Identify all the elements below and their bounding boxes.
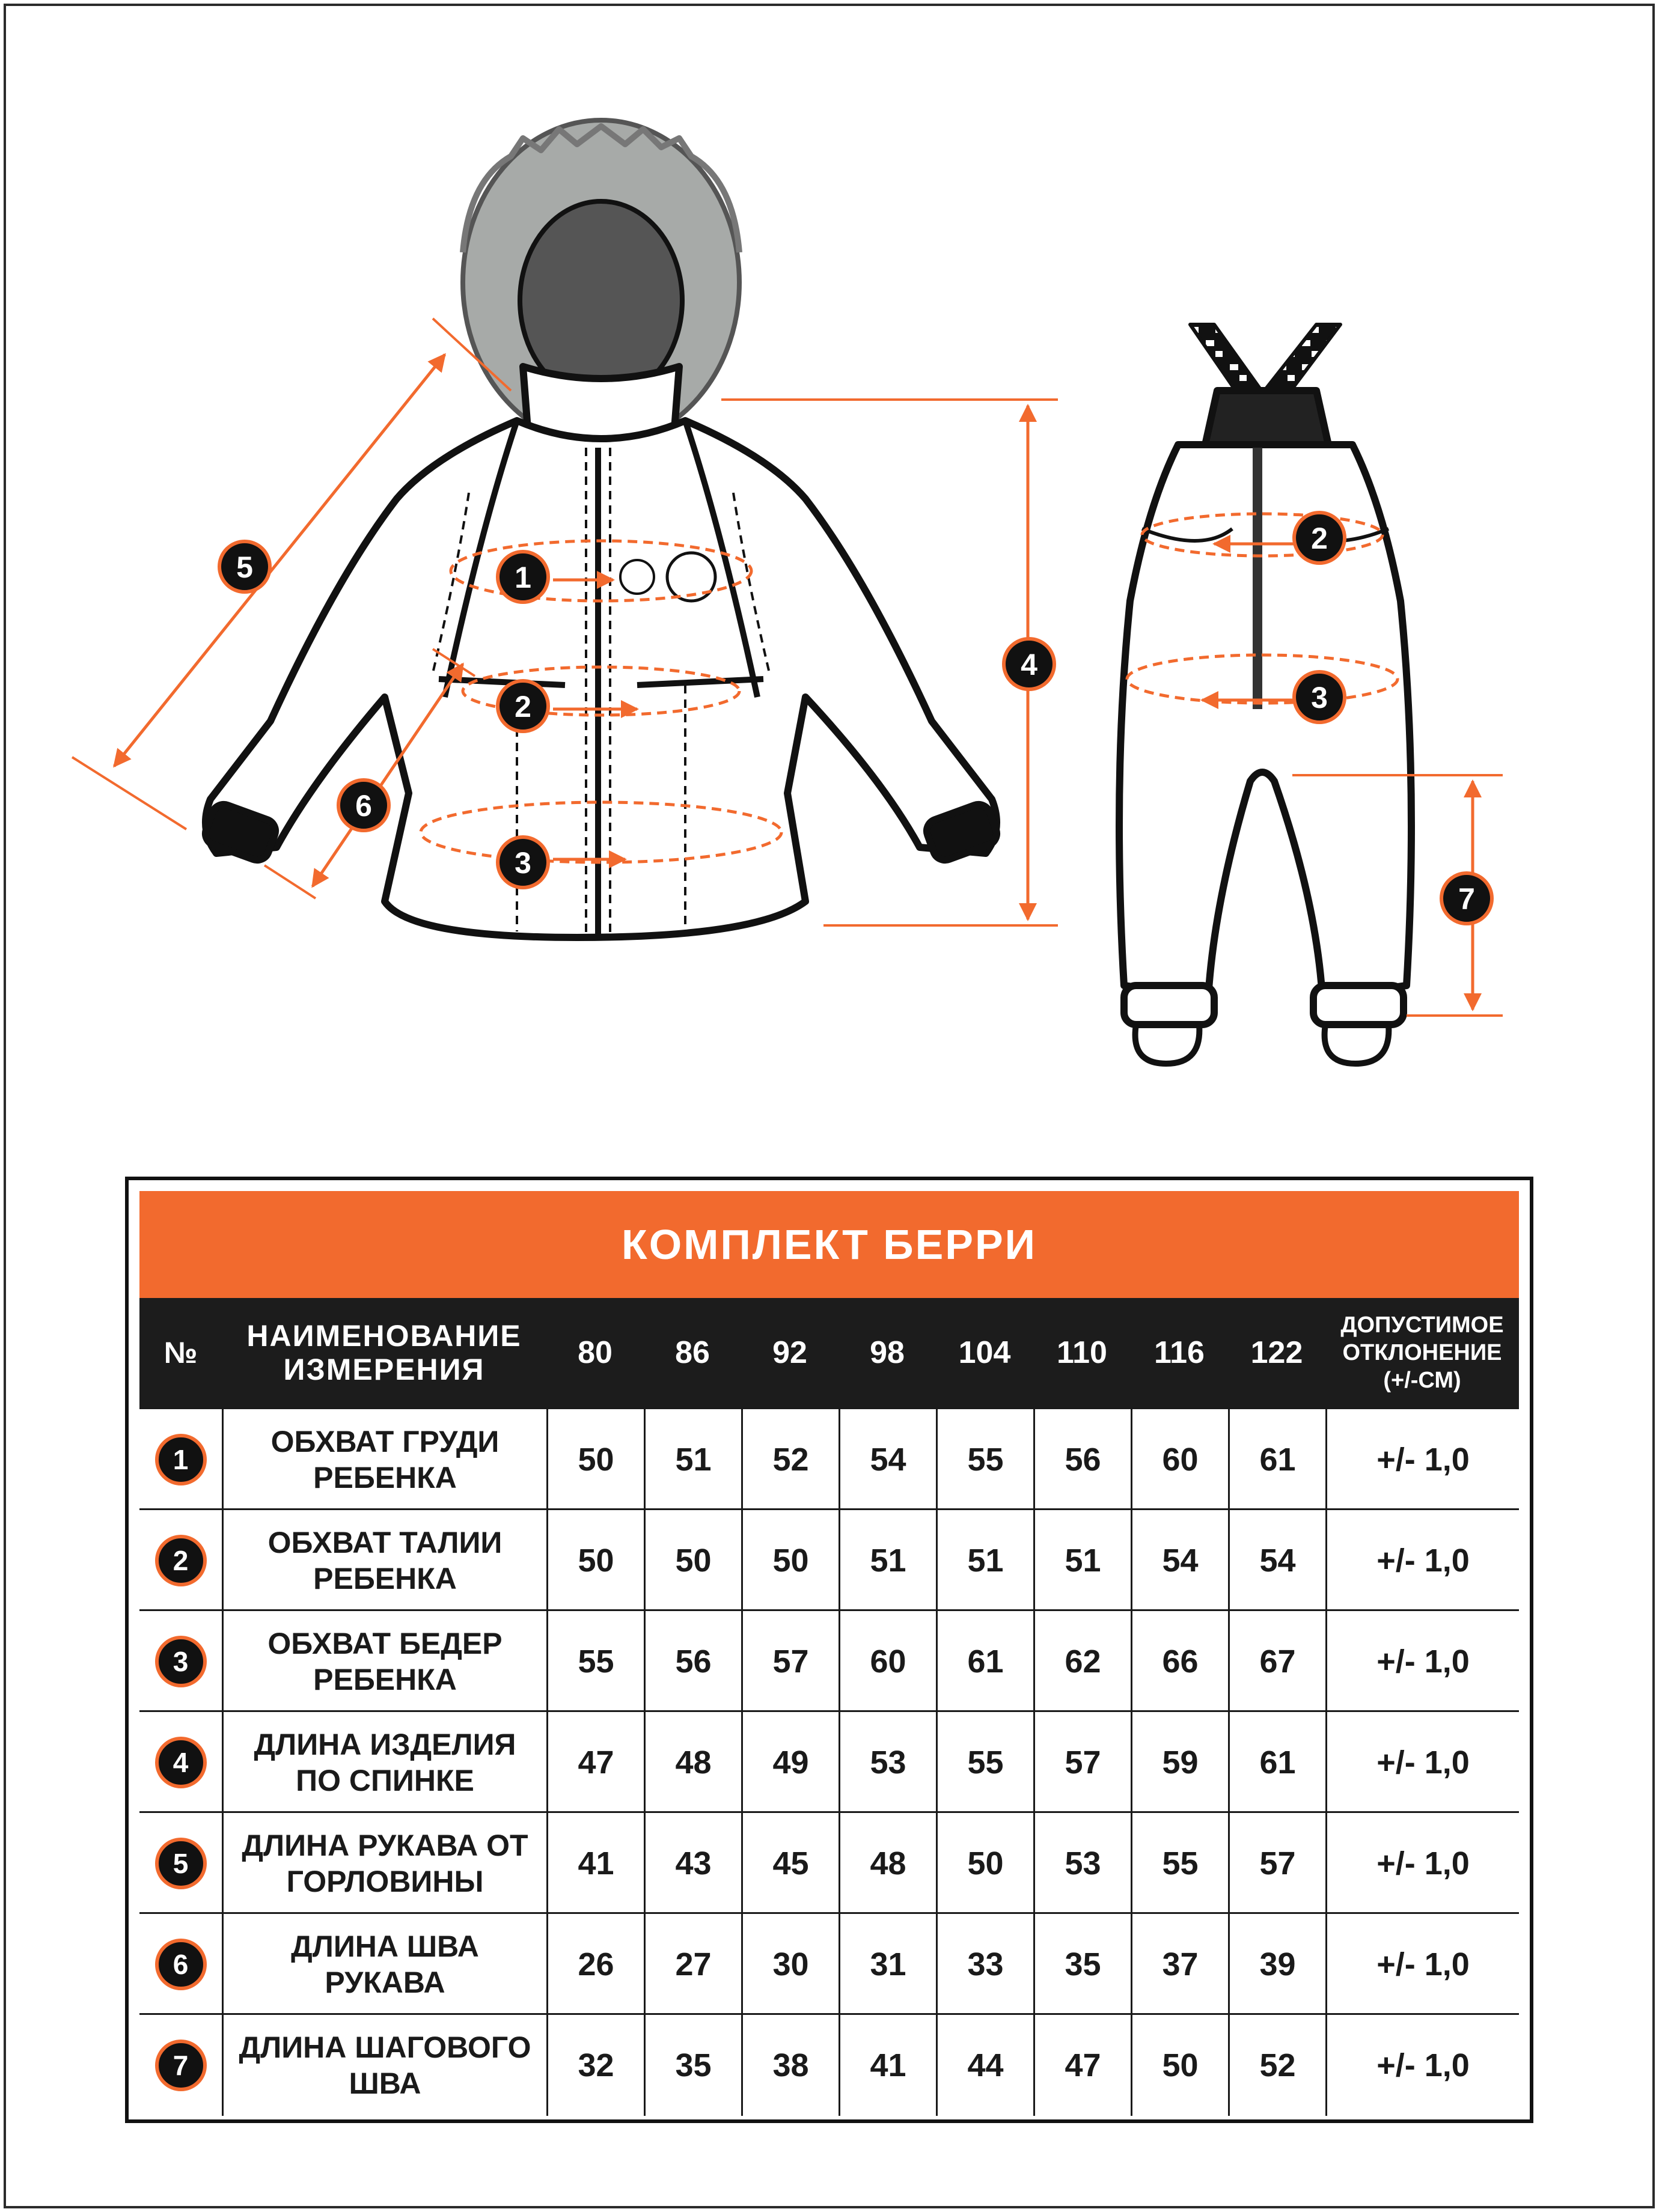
- svg-text:3: 3: [515, 846, 531, 880]
- row-number-badge: 2: [155, 1535, 207, 1586]
- row-number-badge: 3: [155, 1636, 207, 1687]
- table-row: [139, 1912, 1519, 2015]
- size-value: 39: [1228, 1914, 1325, 2015]
- row-number-badge: 1: [155, 1434, 207, 1485]
- size-value: 51: [644, 1409, 741, 1510]
- size-value: 55: [936, 1712, 1033, 1813]
- size-value: 27: [644, 1914, 741, 2015]
- size-value: 62: [1033, 1611, 1131, 1712]
- marker-pants-waist: [1294, 513, 1345, 563]
- marker-jacket-chest: [498, 552, 548, 602]
- size-value: 57: [1228, 1813, 1325, 1914]
- header-size: 116: [1154, 1335, 1205, 1370]
- size-value: 33: [936, 1914, 1033, 2015]
- size-value: 37: [1131, 1914, 1228, 2015]
- row-number-cell: [139, 1510, 222, 1611]
- measurement-name: ОБХВАТ БЕДЕР РЕБЕНКА: [222, 1611, 546, 1712]
- measurement-name: ДЛИНА ШВА РУКАВА: [222, 1914, 546, 2015]
- size-value: 47: [546, 1712, 644, 1813]
- svg-text:3: 3: [1311, 681, 1328, 714]
- measurement-name: ОБХВАТ ГРУДИ РЕБЕНКА: [222, 1409, 546, 1510]
- table-row: [139, 1407, 1519, 1510]
- size-value: 54: [839, 1409, 936, 1510]
- marker-jacket-sleeve: [219, 541, 270, 592]
- size-value: 51: [936, 1510, 1033, 1611]
- size-value: 48: [644, 1712, 741, 1813]
- size-value: 59: [1131, 1712, 1228, 1813]
- size-value: 38: [741, 2015, 839, 2116]
- header-size: 80: [578, 1335, 613, 1370]
- size-value: 47: [1033, 2015, 1131, 2116]
- marker-pants-inseam: [1441, 873, 1492, 924]
- size-value: 51: [839, 1510, 936, 1611]
- marker-jacket-waist: [498, 681, 548, 731]
- svg-text:2: 2: [515, 690, 531, 724]
- size-value: 30: [741, 1914, 839, 2015]
- size-value: 50: [936, 1813, 1033, 1914]
- jacket-drawing: [202, 120, 1000, 937]
- size-value: 56: [1033, 1409, 1131, 1510]
- row-number-cell: [139, 1813, 222, 1914]
- size-value: 56: [644, 1611, 741, 1712]
- tolerance-value: +/- 1,0: [1325, 1914, 1519, 2015]
- size-value: 41: [546, 1813, 644, 1914]
- tolerance-value: +/- 1,0: [1325, 1813, 1519, 1914]
- tolerance-value: +/- 1,0: [1325, 1611, 1519, 1712]
- size-value: 61: [1228, 1409, 1325, 1510]
- size-value: 31: [839, 1914, 936, 2015]
- row-number-badge: 6: [155, 1939, 207, 1990]
- size-value: 57: [1033, 1712, 1131, 1813]
- size-value: 57: [741, 1611, 839, 1712]
- size-value: 50: [644, 1510, 741, 1611]
- size-value: 35: [1033, 1914, 1131, 2015]
- header-name: НАИМЕНОВАНИЕ ИЗМЕРЕНИЯ: [246, 1319, 522, 1386]
- size-value: 45: [741, 1813, 839, 1914]
- size-value: 48: [839, 1813, 936, 1914]
- svg-text:5: 5: [236, 550, 253, 584]
- row-number-cell: [139, 1712, 222, 1813]
- size-value: 50: [546, 1409, 644, 1510]
- table-row: [139, 2013, 1519, 2116]
- row-number-cell: [139, 2015, 222, 2116]
- marker-jacket-seam: [338, 780, 389, 830]
- size-value: 60: [1131, 1409, 1228, 1510]
- marker-jacket-hips: [498, 837, 548, 888]
- size-value: 52: [741, 1409, 839, 1510]
- measurement-name: ДЛИНА РУКАВА ОТ ГОРЛОВИНЫ: [222, 1813, 546, 1914]
- size-value: 43: [644, 1813, 741, 1914]
- table-row: [139, 1609, 1519, 1712]
- row-number-badge: 5: [155, 1838, 207, 1889]
- size-value: 60: [839, 1611, 936, 1712]
- size-value: 61: [936, 1611, 1033, 1712]
- size-value: 53: [1033, 1813, 1131, 1914]
- header-num: №: [163, 1336, 198, 1370]
- size-value: 67: [1228, 1611, 1325, 1712]
- tolerance-value: +/- 1,0: [1325, 1712, 1519, 1813]
- svg-text:6: 6: [355, 789, 372, 823]
- size-value: 55: [936, 1409, 1033, 1510]
- row-number-cell: [139, 1914, 222, 2015]
- size-value: 52: [1228, 2015, 1325, 2116]
- size-value: 41: [839, 2015, 936, 2116]
- size-value: 44: [936, 2015, 1033, 2116]
- row-number-cell: [139, 1611, 222, 1712]
- row-number-badge: 7: [155, 2040, 207, 2091]
- header-size: 86: [675, 1335, 710, 1370]
- size-value: 50: [741, 1510, 839, 1611]
- table-header: [139, 1298, 1519, 1407]
- table-title: КОМПЛЕКТ БЕРРИ: [139, 1191, 1519, 1298]
- size-value: 54: [1228, 1510, 1325, 1611]
- size-value: 55: [1131, 1813, 1228, 1914]
- size-value: 55: [546, 1611, 644, 1712]
- table-row: [139, 1710, 1519, 1813]
- size-table: [125, 1177, 1533, 2123]
- header-size: 92: [772, 1335, 807, 1370]
- size-value: 50: [1131, 2015, 1228, 2116]
- measurement-name: ДЛИНА ИЗДЕЛИЯ ПО СПИНКЕ: [222, 1712, 546, 1813]
- svg-text:1: 1: [515, 561, 531, 594]
- size-value: 51: [1033, 1510, 1131, 1611]
- header-size: 122: [1250, 1335, 1303, 1370]
- row-number-badge: 4: [155, 1737, 207, 1788]
- header-size: 104: [958, 1335, 1011, 1370]
- size-value: 32: [546, 2015, 644, 2116]
- row-number-cell: [139, 1409, 222, 1510]
- table-row: [139, 1508, 1519, 1611]
- tolerance-value: +/- 1,0: [1325, 1409, 1519, 1510]
- header-size: 110: [1057, 1335, 1107, 1370]
- size-value: 49: [741, 1712, 839, 1813]
- svg-text:7: 7: [1458, 882, 1475, 916]
- size-value: 50: [546, 1510, 644, 1611]
- size-value: 66: [1131, 1611, 1228, 1712]
- size-value: 61: [1228, 1712, 1325, 1813]
- marker-pants-hips: [1294, 672, 1345, 722]
- size-value: 26: [546, 1914, 644, 2015]
- tolerance-value: +/- 1,0: [1325, 2015, 1519, 2116]
- size-value: 35: [644, 2015, 741, 2116]
- measurement-name: ДЛИНА ШАГОВОГО ШВА: [222, 2015, 546, 2116]
- svg-text:2: 2: [1311, 522, 1328, 555]
- table-row: [139, 1811, 1519, 1914]
- tolerance-value: +/- 1,0: [1325, 1510, 1519, 1611]
- header-tolerance: ДОПУСТИМОЕ ОТКЛОНЕНИЕ (+/-СМ): [1340, 1312, 1504, 1393]
- svg-text:4: 4: [1021, 648, 1037, 681]
- size-value: 53: [839, 1712, 936, 1813]
- header-size: 98: [870, 1335, 905, 1370]
- marker-jacket-length: [1004, 639, 1054, 689]
- measurement-name: ОБХВАТ ТАЛИИ РЕБЕНКА: [222, 1510, 546, 1611]
- size-value: 54: [1131, 1510, 1228, 1611]
